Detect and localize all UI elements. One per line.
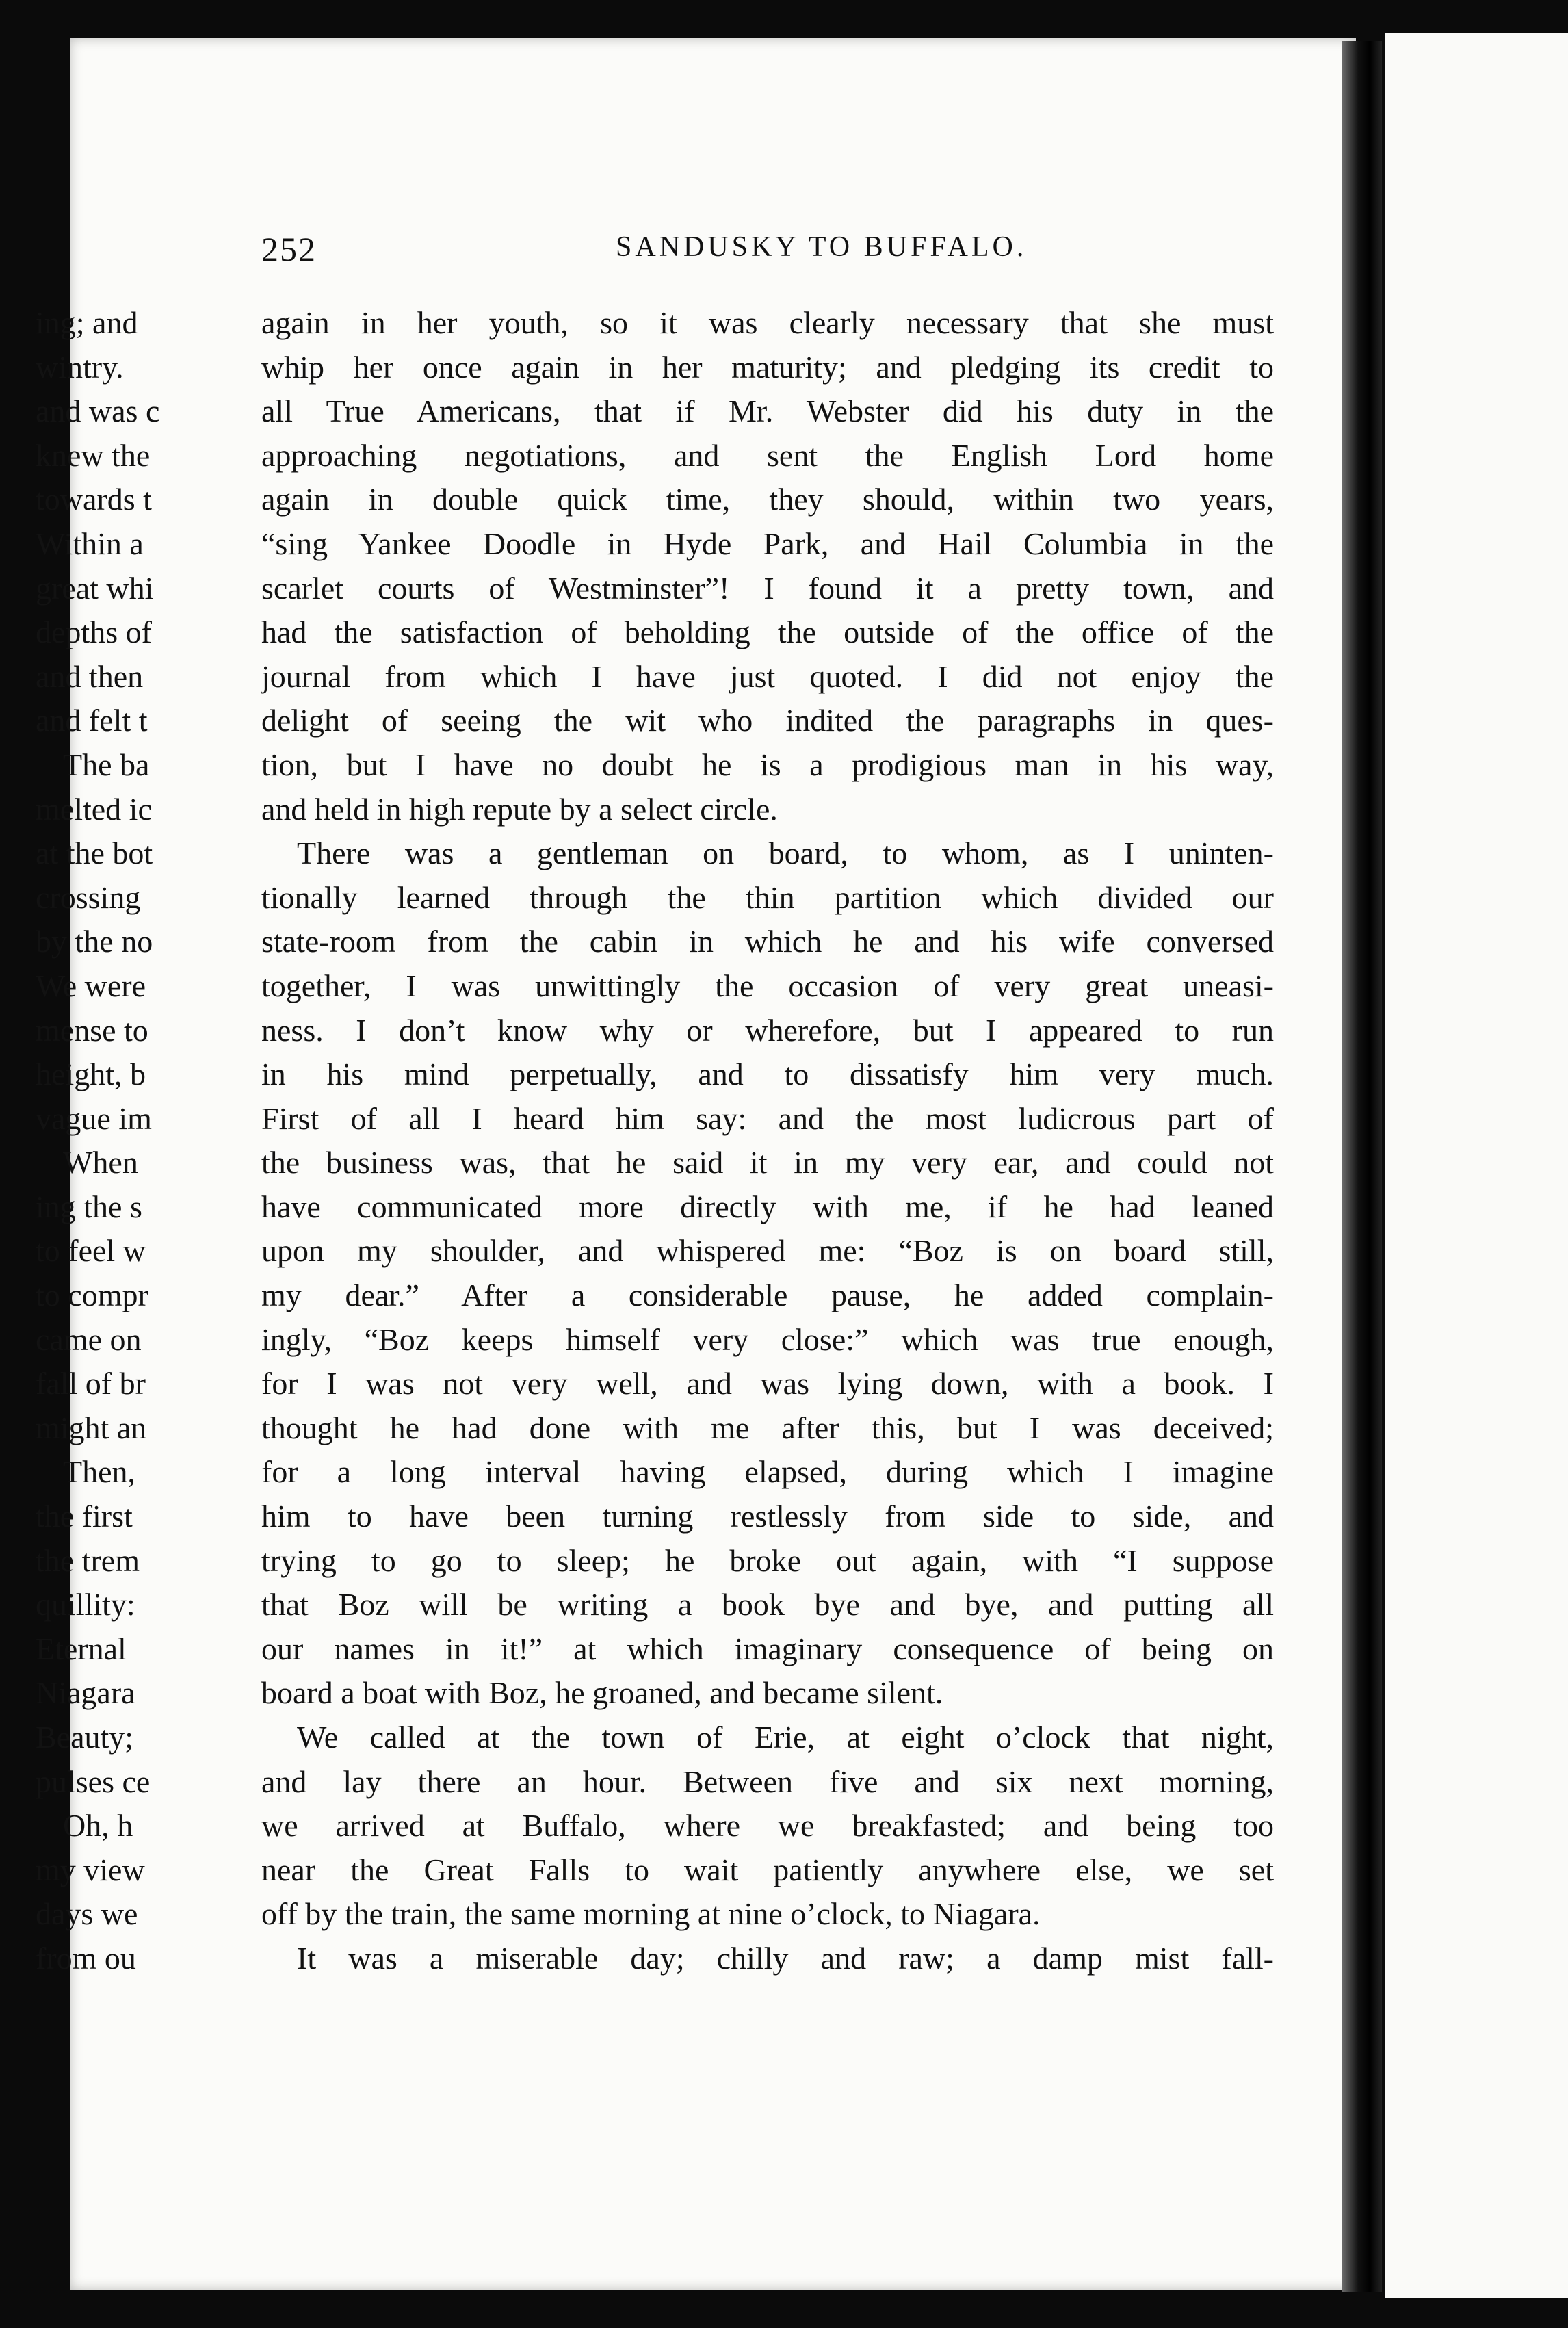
text-line: melted ic xyxy=(36,791,152,827)
text-line: days we xyxy=(36,1896,138,1932)
running-head-title: SANDUSKY TO BUFFALO. xyxy=(616,231,1028,263)
text-line: him to have been turning restlessly from side to side, and xyxy=(261,1499,1274,1534)
text-line: trying to go to sleep; he broke out again, with “I suppose xyxy=(261,1542,1274,1578)
text-line: my view xyxy=(36,1852,145,1887)
text-line: in his mind perpetually, and to dissatisfy him very much. xyxy=(261,1057,1274,1092)
text-line: Oh, h xyxy=(63,1808,133,1844)
text-line: ing the s xyxy=(36,1189,142,1224)
text-line: It was a miserable day; chilly and raw; a damp mist fall- xyxy=(297,1940,1274,1976)
text-line: the trem xyxy=(36,1542,140,1578)
text-line: towards t xyxy=(36,482,152,517)
text-line: and lay there an hour. Between five and six next morning, xyxy=(261,1763,1274,1799)
text-line: all True Americans, that if Mr. Webster did his duty in the xyxy=(261,393,1274,429)
text-line: There was a gentleman on board, to whom, as I uninten- xyxy=(297,836,1274,871)
text-line: state-room from the cabin in which he and his wife conversed xyxy=(261,924,1274,959)
text-line: again in her youth, so it was clearly necessary that she must xyxy=(261,305,1274,340)
text-line: The ba xyxy=(63,747,150,782)
text-line: the first xyxy=(36,1499,133,1534)
text-line: and was c xyxy=(36,393,160,429)
text-line: had the satisfaction of beholding the outside of the office of the xyxy=(261,615,1274,650)
text-line: board a boat with Boz, he groaned, and became silent. xyxy=(261,1675,943,1711)
left-page-body-text xyxy=(261,301,1274,1981)
text-line: thought he had done with me after this, but I was deceived; xyxy=(261,1410,1274,1445)
text-line: our names in it!” at which imaginary consequence of being on xyxy=(261,1631,1274,1666)
right-page-body-text xyxy=(36,301,193,1981)
text-line: ingly, “Boz keeps himself very close:” which was true enough, xyxy=(261,1321,1274,1357)
text-line: We were xyxy=(36,968,146,1003)
text-line: Then, xyxy=(63,1454,136,1490)
text-line: upon my shoulder, and whispered me: “Boz is on board still, xyxy=(261,1233,1274,1269)
text-line: might an xyxy=(36,1410,147,1445)
text-line: for a long interval having elapsed, during which I imagine xyxy=(261,1454,1274,1490)
text-line: whip her once again in her maturity; and pledging its credit to xyxy=(261,349,1274,385)
text-line: to compr xyxy=(36,1278,148,1313)
text-line: Beauty; xyxy=(36,1720,134,1755)
running-head xyxy=(0,229,1568,270)
text-line: from ou xyxy=(36,1940,136,1976)
text-line: off by the train, the same morning at nine o’clock, to Niagara. xyxy=(261,1896,1041,1932)
text-line: again in double quick time, they should, within two years, xyxy=(261,482,1274,517)
text-line: we arrived at Buffalo, where we breakfasted; and being too xyxy=(261,1808,1274,1844)
text-line: When xyxy=(63,1145,138,1180)
text-line: pulses ce xyxy=(36,1763,151,1799)
text-line: Niagara xyxy=(36,1675,135,1711)
text-line: wintry. xyxy=(36,349,124,385)
text-line: my dear.” After a considerable pause, he added complain- xyxy=(261,1278,1274,1313)
text-line: the business was, that he said it in my very ear, and could not xyxy=(261,1145,1274,1180)
text-line: crossing xyxy=(36,879,141,915)
text-line: to feel w xyxy=(36,1233,146,1269)
text-line: “sing Yankee Doodle in Hyde Park, and Hail Columbia in the xyxy=(261,526,1274,561)
text-line: journal from which I have just quoted. I did not enjoy the xyxy=(261,658,1274,694)
text-line: scarlet courts of Westminster”! I found it a pretty town, and xyxy=(261,570,1274,606)
text-line: and then xyxy=(36,658,144,694)
text-line: have communicated more directly with me, if he had leaned xyxy=(261,1189,1274,1224)
text-line: that Boz will be writing a book bye and bye, and putting all xyxy=(261,1587,1274,1622)
text-line: delight of seeing the wit who indited the paragraphs in ques- xyxy=(261,703,1274,738)
text-line: mense to xyxy=(36,1012,148,1048)
text-line: ing; and xyxy=(36,305,138,340)
text-line: came on xyxy=(36,1321,142,1357)
text-line: vague im xyxy=(36,1100,152,1136)
text-line: approaching negotiations, and sent the English Lord home xyxy=(261,437,1274,473)
text-line: Eternal xyxy=(36,1631,127,1666)
text-line: tion, but I have no doubt he is a prodigious man in his way, xyxy=(261,747,1274,782)
text-line: ness. I don’t know why or wherefore, but I appeared to run xyxy=(261,1012,1274,1048)
text-line: tionally learned through the thin partition which divided our xyxy=(261,879,1274,915)
text-line: fall of br xyxy=(36,1366,146,1401)
text-line: near the Great Falls to wait patiently anywhere else, we set xyxy=(261,1852,1274,1887)
book-gutter xyxy=(1342,41,1382,2292)
text-line: height, b xyxy=(36,1057,146,1092)
text-line: First of all I heard him say: and the most ludicrous part of xyxy=(261,1100,1274,1136)
text-line: depths of xyxy=(36,615,152,650)
text-line: together, I was unwittingly the occasion of very great uneasi- xyxy=(261,968,1274,1003)
text-line: quillity: xyxy=(36,1587,135,1622)
text-line: and held in high repute by a select circle. xyxy=(261,791,778,827)
text-line: Within a xyxy=(36,526,144,561)
text-line: and felt t xyxy=(36,703,148,738)
page-number: 252 xyxy=(261,230,317,268)
text-line: for I was not very well, and was lying down, with a book. I xyxy=(261,1366,1274,1401)
right-book-page xyxy=(1385,33,1568,2298)
text-line: at the bot xyxy=(36,836,153,871)
text-line: by the no xyxy=(36,924,153,959)
text-line: knew the xyxy=(36,437,151,473)
text-line: We called at the town of Erie, at eight o’clock that night, xyxy=(297,1720,1274,1755)
text-line: great whi xyxy=(36,570,154,606)
